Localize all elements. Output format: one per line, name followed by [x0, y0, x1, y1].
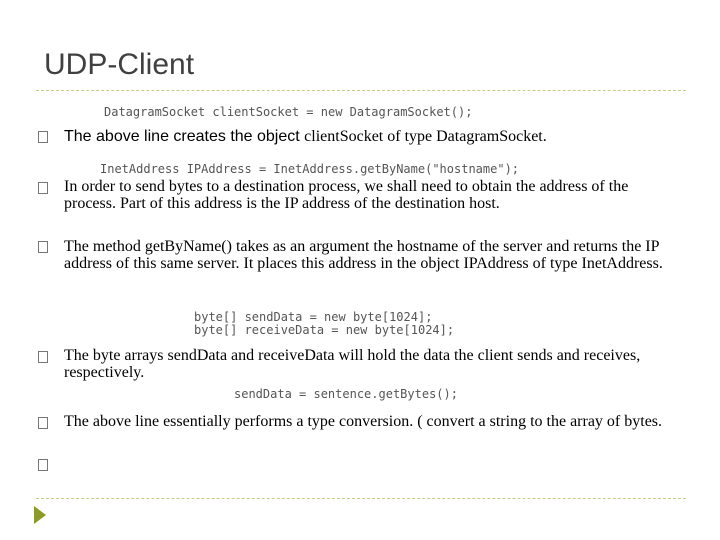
bullet-text-5: The above line essentially performs a type conversion. ( convert a string to the array of bytes. [64, 413, 663, 430]
code-line-datagram-socket: DatagramSocket clientSocket = new DatagramSocket(); [104, 105, 473, 119]
bullet-text-1-serif: clientSocket of type DatagramSocket. [304, 128, 547, 145]
bullet-text-1 [64, 128, 684, 145]
bullet-marker [38, 241, 48, 253]
bullet-marker [38, 182, 48, 194]
code-line-receive-data: byte[] receiveData = new byte[1024]; [194, 323, 455, 337]
slide-title: UDP-Client [44, 48, 195, 81]
bullet-marker [38, 131, 48, 143]
bottom-divider [36, 498, 686, 499]
top-divider [36, 90, 686, 91]
bullet-text-1-sans: The above line creates the object [64, 128, 305, 145]
bullet-text-2: In order to send bytes to a destination process, we shall need to obtain the address of the process. Part of this address is the IP address of the destination host. [64, 178, 629, 212]
next-arrow-icon[interactable] [34, 506, 46, 524]
bullet-marker [38, 351, 48, 363]
bullet-marker [38, 459, 48, 471]
code-line-get-bytes: sendData = sentence.getBytes(); [234, 387, 458, 401]
bullet-marker [38, 417, 48, 429]
bullet-text-3: The method getByName() takes as an argument the hostname of the server and returns the IP address of this same server. It places this address in the object IPAddress of type InetAddress. [64, 238, 663, 272]
code-line-send-data: byte[] sendData = new byte[1024]; [194, 310, 433, 324]
code-line-inet-address: InetAddress IPAddress = InetAddress.getByName("hostname"); [100, 162, 520, 176]
bullet-text-4: The byte arrays sendData and receiveData will hold the data the client sends and receives, respectively. [64, 347, 641, 381]
